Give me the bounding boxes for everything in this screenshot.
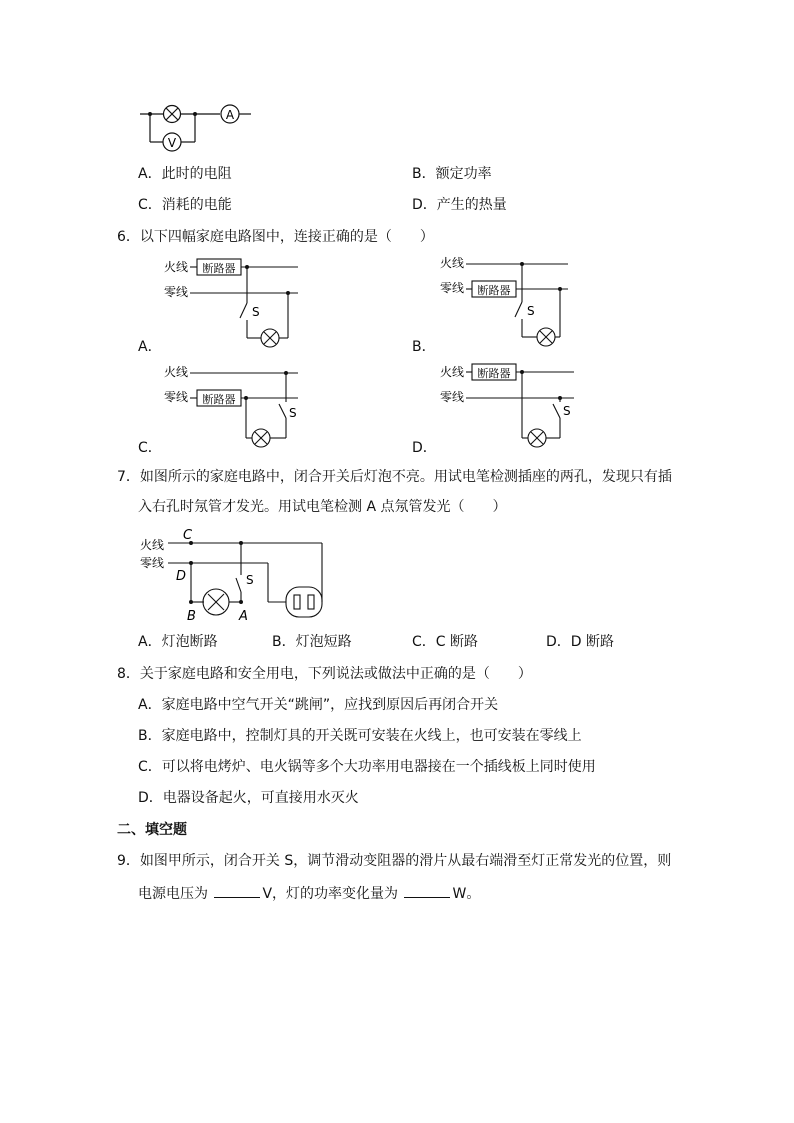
q7-option-a[interactable]: A．灯泡断路 (138, 634, 218, 650)
breaker-label: 断路器 (477, 367, 511, 380)
switch-label: S (289, 406, 297, 420)
q8-option-a[interactable]: A．家庭电路中空气开关“跳闸”，应找到原因后再闭合开关 (138, 697, 499, 713)
q8-option-b[interactable]: B．家庭电路中，控制灯具的开关既可安装在火线上，也可安装在零线上 (138, 728, 582, 744)
q8-option-d[interactable]: D．电器设备起火，可直接用水灭火 (138, 790, 359, 806)
zero-line-label: 零线 (440, 281, 465, 295)
q9-line1: 9．如图甲所示，闭合开关 S，调节滑动变阻器的滑片从最右端滑至灯正常发光的位置，则 (117, 853, 672, 869)
q9-voltage-unit: V，灯的功率变化量为 (262, 886, 399, 902)
q5-option-c[interactable]: C．消耗的电能 (138, 197, 232, 213)
breaker-label: 断路器 (202, 262, 236, 275)
q5-option-a[interactable]: A．此时的电阻 (138, 166, 232, 182)
q5-option-d[interactable]: D．产生的热量 (412, 197, 507, 213)
breaker-label: 断路器 (477, 284, 511, 297)
fire-line-label: 火线 (440, 256, 465, 270)
q6-option-d[interactable]: D． (412, 440, 437, 456)
q7-stem-line1: 7．如图所示的家庭电路中，闭合开关后灯泡不亮。用试电笔检测插座的两孔，发现只有插 (117, 469, 672, 485)
q9-voltage-prompt: 电源电压为 (138, 886, 208, 902)
q7-stem-line2: 入右孔时氖管才发光。用试电笔检测 A 点氖管发光（ ） (138, 499, 507, 515)
q6-diagram-d (436, 361, 586, 453)
q5-option-b[interactable]: B．额定功率 (412, 166, 492, 182)
fire-line-label: 火线 (440, 365, 465, 379)
q7-diagram (138, 524, 338, 624)
q8-stem: 8．关于家庭电路和安全用电，下列说法或做法中正确的是（ ） (117, 666, 532, 682)
switch-label: S (246, 573, 254, 587)
fire-line-label: 火线 (140, 538, 165, 552)
q6-option-c[interactable]: C． (138, 440, 162, 456)
q7-option-d[interactable]: D．D 断路 (546, 634, 615, 650)
q9-line2 (138, 884, 480, 903)
q6-stem: 6．以下四幅家庭电路图中，连接正确的是（ ） (117, 229, 434, 245)
zero-line-label: 零线 (164, 285, 189, 299)
zero-line-label: 零线 (140, 556, 165, 570)
q6-diagram-a (160, 256, 310, 352)
voltmeter-label: V (167, 136, 177, 150)
switch-label: S (563, 404, 571, 418)
zero-line-label: 零线 (164, 390, 189, 404)
q9-power-blank[interactable] (404, 884, 450, 898)
ammeter-label: A (225, 108, 235, 122)
switch-label: S (527, 304, 535, 318)
fire-line-label: 火线 (164, 260, 189, 274)
point-b-label: B (187, 609, 196, 624)
point-d-label: D (176, 569, 187, 584)
switch-label: S (252, 305, 260, 319)
q8-option-c[interactable]: C．可以将电烤炉、电火锅等多个大功率用电器接在一个插线板上同时使用 (138, 759, 596, 775)
top-circuit-figure (130, 96, 260, 160)
point-c-label: C (183, 528, 193, 543)
q9-power-unit: W。 (452, 886, 481, 902)
q6-option-a[interactable]: A． (138, 339, 162, 355)
zero-line-label: 零线 (440, 390, 465, 404)
q7-option-b[interactable]: B．灯泡短路 (272, 634, 352, 650)
q6-option-b[interactable]: B． (412, 339, 436, 355)
breaker-label: 断路器 (202, 393, 236, 406)
fire-line-label: 火线 (164, 365, 189, 379)
q6-diagram-c (160, 361, 310, 453)
point-a-label: A (239, 609, 248, 624)
q7-option-c[interactable]: C．C 断路 (412, 634, 479, 650)
q6-diagram-b (436, 252, 586, 352)
q9-voltage-blank[interactable] (214, 884, 260, 898)
section-title: 二、填空题 (117, 822, 187, 838)
